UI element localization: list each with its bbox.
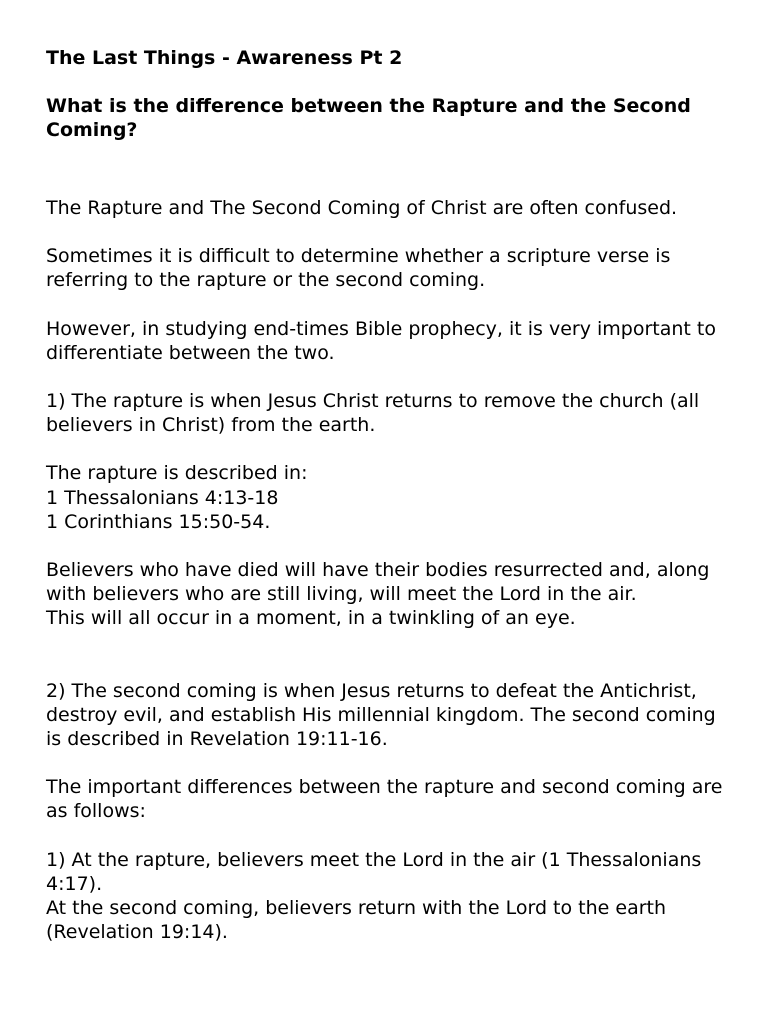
paragraph-line: Believers who have died will have their bodies resurrected and, along with believers who are still living, will meet the Lord in the air. [46, 559, 710, 606]
document-page [46, 46, 736, 944]
paragraph-line: This will all occur in a moment, in a twinkling of an eye. [46, 607, 576, 630]
paragraph-6 [46, 558, 736, 631]
paragraph-2 [46, 244, 736, 292]
paragraph-8 [46, 775, 736, 823]
paragraph-line: At the second coming, believers return with the Lord to the earth (Revelation 19:14). [46, 897, 667, 944]
reference-line: 1 Thessalonians 4:13-18 [46, 486, 279, 509]
paragraph-line: 2) The second coming is when Jesus returns to defeat the Antichrist, destroy evil, and establish His millennial kingdom. The second coming is described in Revelation 19:11-16. [46, 679, 716, 751]
paragraph-3 [46, 317, 736, 365]
paragraph-1 [46, 196, 736, 220]
paragraph-line: Sometimes it is difficult to determine whether a scripture verse is referring to the rapture or the second coming. [46, 245, 671, 292]
document-question: What is the difference between the Rapture and the Second Coming? [46, 95, 691, 141]
paragraph-line: However, in studying end-times Bible prophecy, it is very important to differentiate between the two. [46, 317, 716, 364]
paragraph-line: The Rapture and The Second Coming of Christ are often confused. [46, 197, 678, 219]
paragraph-5 [46, 461, 736, 534]
paragraph-line: The rapture is described in: [46, 462, 308, 485]
paragraph-9 [46, 848, 736, 945]
paragraph-line: 1) The rapture is when Jesus Christ returns to remove the church (all believers in Christ) from the earth. [46, 390, 700, 437]
paragraph-4 [46, 389, 736, 437]
paragraph-line: The important differences between the rapture and second coming are as follows: [46, 776, 723, 823]
document-title: The Last Things - Awareness Pt 2 [46, 47, 403, 69]
reference-line: 1 Corinthians 15:50-54. [46, 510, 271, 533]
paragraph-7 [46, 679, 736, 752]
paragraph-line: 1) At the rapture, believers meet the Lord in the air (1 Thessalonians 4:17). [46, 848, 702, 895]
